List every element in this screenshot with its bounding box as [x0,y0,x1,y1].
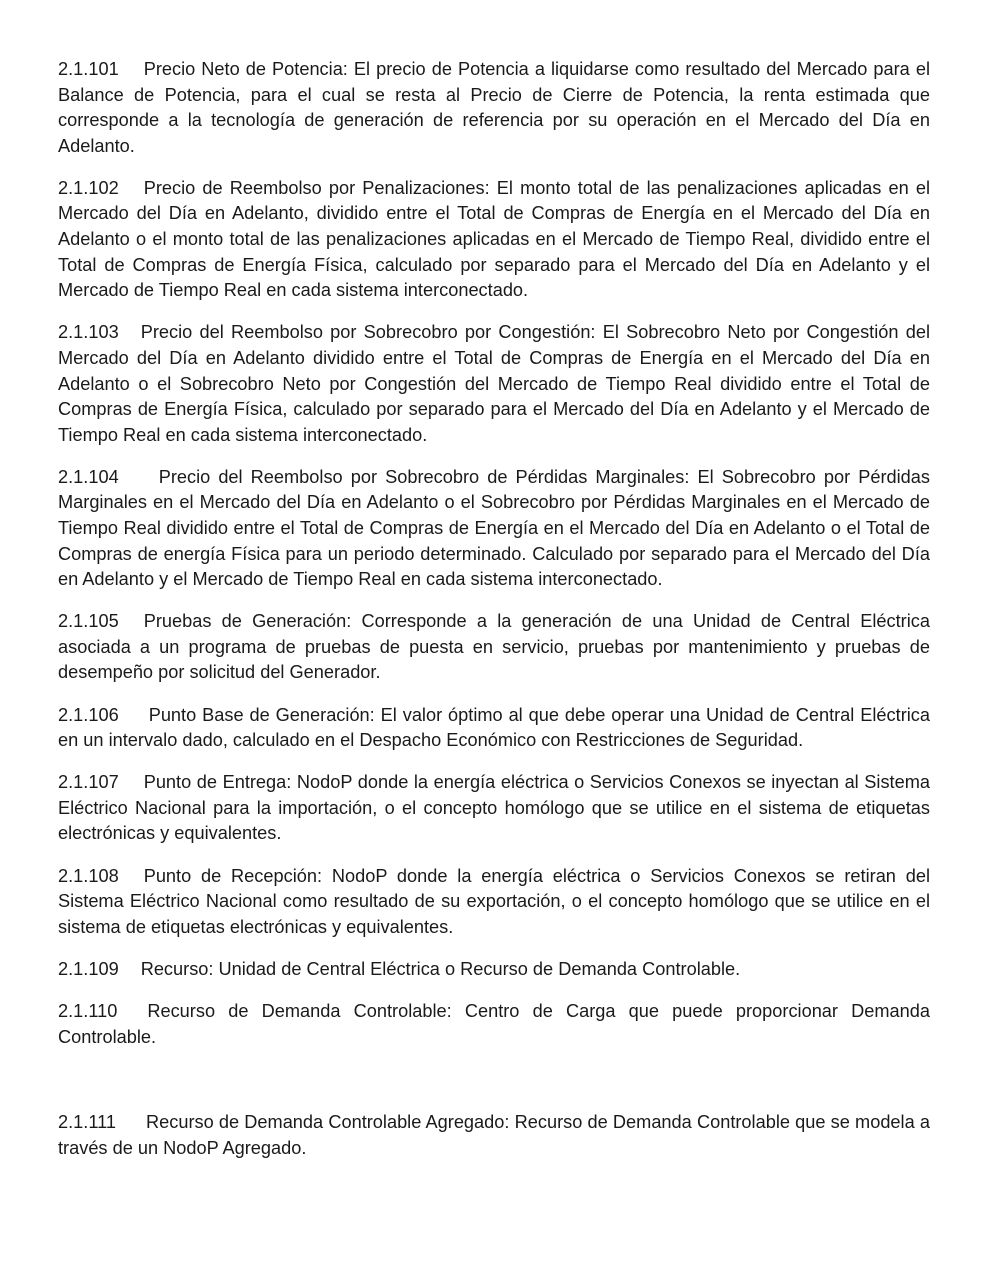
definition-number: 2.1.111 [58,1112,116,1133]
document-page [58,57,930,1178]
definition-paragraph [58,864,930,941]
definition-paragraph [58,320,930,448]
definition-number: 2.1.102 [58,177,119,198]
definition-text: Pruebas de Generación: Corresponde a la generación de una Unidad de Central Eléctrica asociada a un programa de pruebas de puesta en servicio, pruebas por mantenimiento y pruebas de desempeño por solicitud del Generador. [58,611,930,683]
definition-paragraph [58,770,930,847]
definition-number: 2.1.105 [58,611,119,632]
definition-text: Punto de Entrega: NodoP donde la energía eléctrica o Servicios Conexos se inyectan al Sistema Eléctrico Nacional para la importación, o el concepto homólogo que se utilice en el sistema de etiquetas electrónicas y equivalentes. [58,772,930,844]
definition-number: 2.1.104 [58,466,119,487]
definition-paragraph [58,999,930,1050]
definition-number: 2.1.101 [58,59,119,79]
definition-number: 2.1.109 [58,958,119,979]
definition-number: 2.1.103 [58,322,119,343]
definition-text: Precio del Reembolso por Sobrecobro de Pérdidas Marginales: El Sobrecobro por Pérdidas Marginales en el Mercado del Día en Adelanto o el Sobrecobro por Pérdidas Marginales en el Mercado de Tiempo Real dividido entre el Total de Compras de Energía en el Mercado del Día en Adelanto o el Total de Compras de energía Física para un periodo determinado. Calculado por separado para el Mercado del Día en Adelanto y el Mercado de Tiempo Real en cada sistema interconectado. [58,466,930,590]
definition-paragraph [58,465,930,593]
definition-text: Punto Base de Generación: El valor óptimo al que debe operar una Unidad de Central Eléctrica en un intervalo dado, calculado en el Despacho Económico con Restricciones de Seguridad. [58,704,930,751]
definition-paragraph [58,176,930,304]
definition-number: 2.1.106 [58,704,119,725]
definition-text: Recurso de Demanda Controlable: Centro de Carga que puede proporcionar Demanda Controlable. [58,1000,930,1047]
definition-text: Recurso: Unidad de Central Eléctrica o Recurso de Demanda Controlable. [140,958,741,979]
definition-text: Precio de Reembolso por Penalizaciones: El monto total de las penalizaciones aplicadas en el Mercado del Día en Adelanto, dividido entre el Total de Compras de Energía en el Mercado del Día en Adelanto o el monto total de las penalizaciones aplicadas en el Mercado de Tiempo Real, dividido entre el Total de Compras de Energía Física, calculado por separado para el Mercado del Día en Adelanto y el Mercado de Tiempo Real en cada sistema interconectado. [58,177,930,301]
definition-paragraph [58,1110,930,1161]
definition-paragraph [58,703,930,754]
definition-paragraph [58,609,930,686]
definition-text: Recurso de Demanda Controlable Agregado: Recurso de Demanda Controlable que se modela a través de un NodoP Agregado. [58,1112,930,1158]
definition-paragraph [58,57,930,159]
definition-number: 2.1.108 [58,865,119,886]
definition-paragraph [58,957,930,983]
definition-text: Precio Neto de Potencia: El precio de Potencia a liquidarse como resultado del Mercado para el Balance de Potencia, para el cual se resta al Precio de Cierre de Potencia, la renta estimada que corresponde a la tecnología de generación de referencia por su operación en el Mercado del Día en Adelanto. [58,59,930,156]
definition-text: Precio del Reembolso por Sobrecobro por Congestión: El Sobrecobro Neto por Congestión del Mercado del Día en Adelanto dividido entre el Total de Compras de Energía en el Mercado del Día en Adelanto o el Sobrecobro Neto por Congestión del Mercado de Tiempo Real dividido entre el Total de Compras de Energía Física, calculado por separado para el Mercado del Día en Adelanto y el Mercado de Tiempo Real en cada sistema interconectado. [58,322,930,445]
definition-number: 2.1.107 [58,772,119,793]
definition-number: 2.1.110 [58,1000,118,1021]
definition-text: Punto de Recepción: NodoP donde la energía eléctrica o Servicios Conexos se retiran del Sistema Eléctrico Nacional como resultado de su exportación, o el concepto homólogo que se utilice en el sistema de etiquetas electrónicas y equivalentes. [58,865,930,937]
